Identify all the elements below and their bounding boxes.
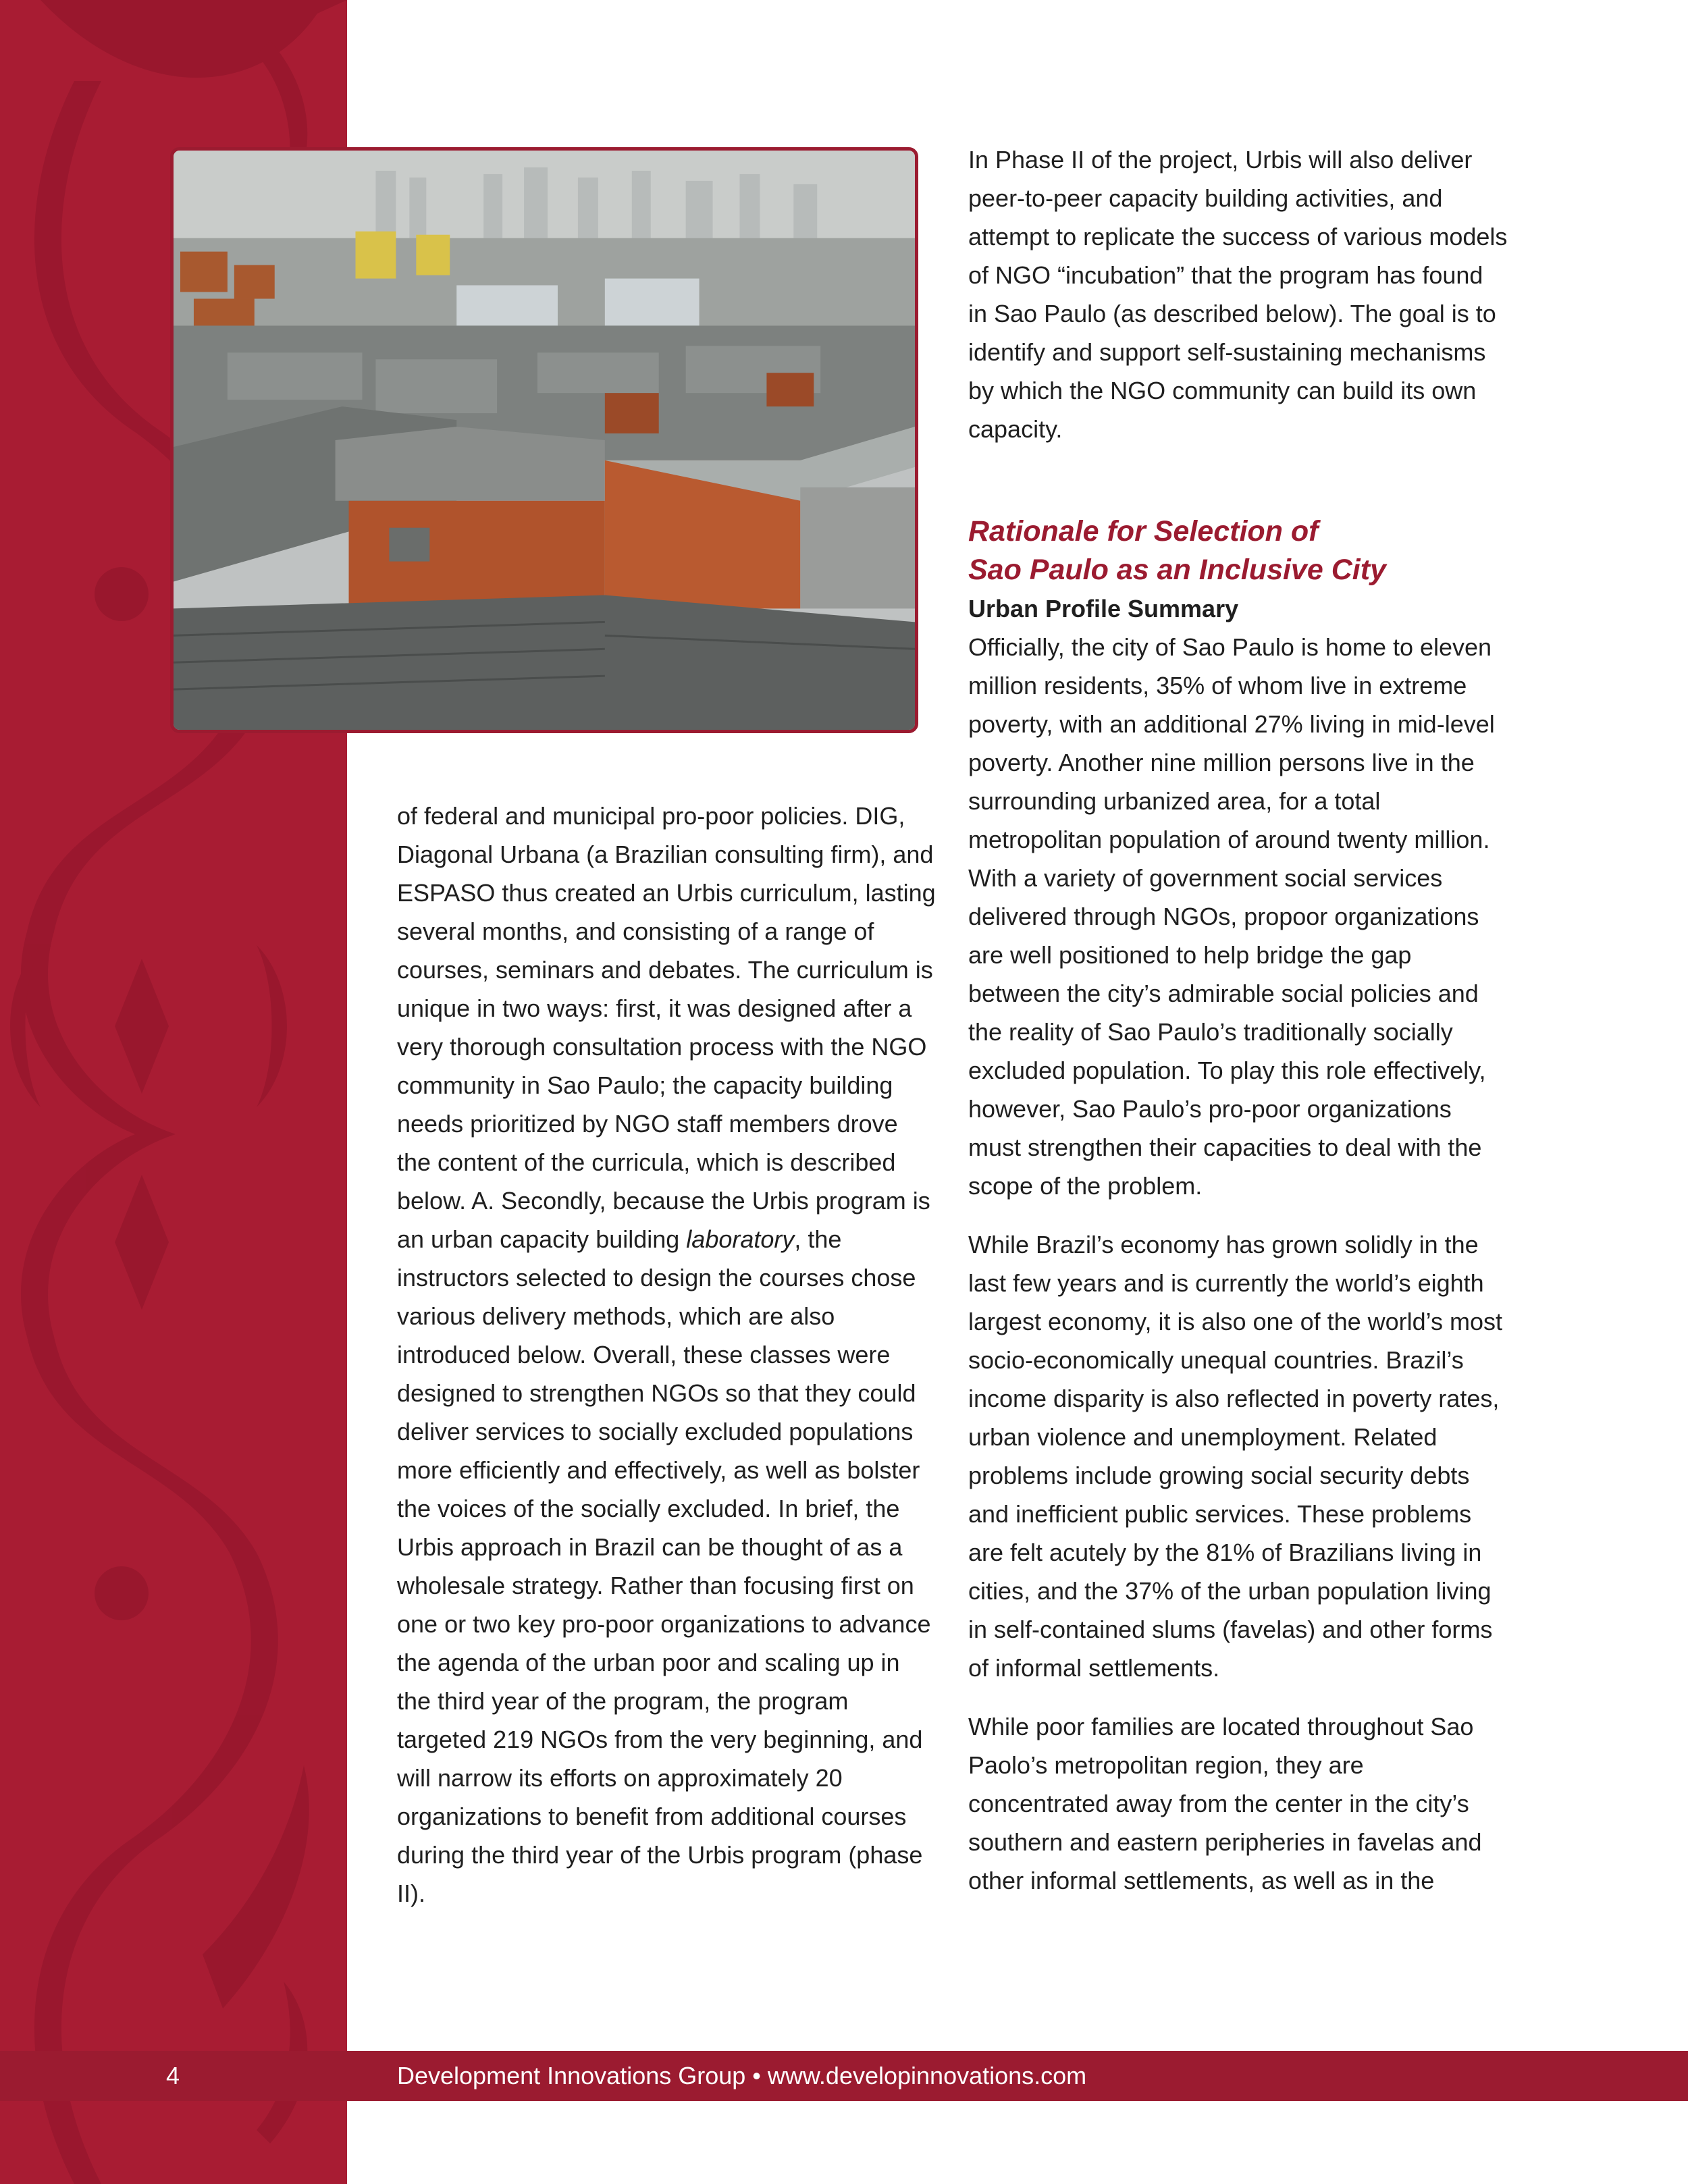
urban-profile-subheading: Urban Profile Summary [968, 595, 1239, 622]
page-number: 4 [166, 2062, 180, 2089]
paragraph-1: Officially, the city of Sao Paulo is home to eleven million residents, 35% of whom live in extreme poverty, with an additional 27% living in mid-level poverty. Another nine million persons live in the surrounding urbanized area, for a total metropolitan population of around twenty million. With a variety of government social services delivered through NGOs, propoor organizations are well positioned to help bridge the gap between the city’s admirable social policies and the reality of Sao Paulo’s traditionally socially excluded population. To play this role effectively, however, Sao Paulo’s pro-poor organizations must strengthen their capacities to deal with the scope of the problem. [968, 633, 1495, 1200]
intro-paragraph: In Phase II of the project, Urbis will also deliver peer-to-peer capacity building activities, and attempt to replicate the success of various models of NGO “incubation” that the program has found in Sao Paulo (as described below). The goal is to identify and support self-sustaining mechanisms by which the NGO community can build its own capacity. [968, 146, 1508, 443]
left-body-text: of federal and municipal pro-poor policies. DIG, Diagonal Urbana (a Brazilian consulting firm), and ESPASO thus created an Urbis curriculum, lasting several months, and consisting of a range of courses, seminars and debates. The curriculum is unique in two ways: first, it was designed after a very thorough consultation process with the NGO community in Sao Paulo; the capacity building needs prioritized by NGO staff members drove the content of the curricula, which is described below. A. Secondly, because the Urbis program is an urban capacity building laboratory, the instructors selected to design the courses chose various delivery methods, which are also introduced below. Overall, these classes were designed to strengthen NGOs so that they could deliver services to socially excluded populations more efficiently and effectively, as well as bolster the voices of the socially excluded. In brief, the Urbis approach in Brazil can be thought of as a wholesale strategy. Rather than focusing first on one or two key pro-poor organizations to advance the agenda of the urban poor and scaling up in the third year of the program, the program targeted 219 NGOs from the very beginning, and will narrow its efforts on approximately 20 organizations to benefit from additional courses during the third year of the Urbis program (phase II). [397, 802, 936, 1907]
city-rooftops-illustration [174, 151, 915, 730]
paragraph-3: While poor families are located throughout Sao Paolo’s metropolitan region, they are concentrated away from the center in the city’s southern and eastern peripheries in favelas and other informal settlements, as well as in the [968, 1713, 1482, 1894]
footer-text: Development Innovations Group • www.developinnovations.com [397, 2062, 1087, 2089]
favela-photo [170, 147, 918, 733]
paragraph-2: While Brazil’s economy has grown solidly in the last few years and is currently the world’s eighth largest economy, it is also one of the world’s most socio-economically unequal countries. Brazil’s income disparity is also reflected in poverty rates, urban violence and unemployment. Related problems include growing social security debts and inefficient public services. These problems are felt acutely by the 81% of Brazilians living in cities, and the 37% of the urban population living in self-contained slums (favelas) and other forms of informal settlements. [968, 1231, 1503, 1682]
right-column [968, 140, 1508, 1900]
section-heading-line1: Rationale for Selection of [968, 515, 1319, 548]
laboratory-emphasis: laboratory [686, 1225, 795, 1253]
section-heading-line2: Sao Paulo as an Inclusive City [968, 554, 1386, 586]
left-column [397, 797, 937, 1913]
